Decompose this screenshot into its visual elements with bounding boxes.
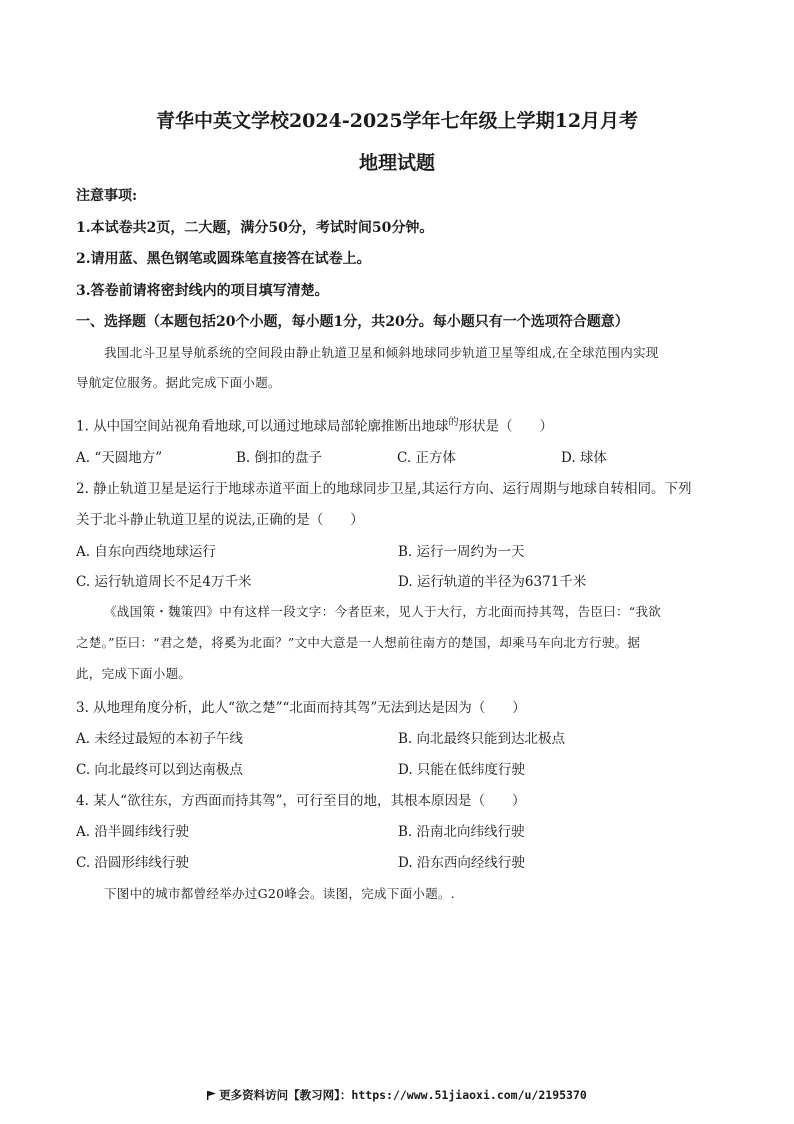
note-item-1: 1.本试卷共2页，二大题，满分50分，考试时间50分钟。 [76,220,434,236]
passage2-line1: 《战国策・魏策四》中有这样一段文字：今者臣来，见人于大行，方北面而持其驾，告臣曰：“我欲 [104,604,662,619]
question-2-line2: 关于北斗静止轨道卫星的说法,正确的是（ ） [76,512,364,528]
section-heading: 一、选择题（本题包括20个小题，每小题1分，共20分。每小题只有一个选项符合题意） [76,314,629,330]
q2-option-d: D. 运行轨道的半径为6371千米 [398,574,587,590]
question-4-stem: 4. 某人“欲往东，方西面而持其驾”，可行至目的地，其根本原因是（ ） [76,793,526,809]
q1-option-d: D. 球体 [561,450,607,466]
notes-heading: 注意事项: [76,188,138,204]
question-1-stem-a: 1. 从中国空间站视角看地球,可以通过地球局部轮廓推断出地球 [76,418,449,435]
q2-option-a: A. 自东向西绕地球运行 [76,544,216,560]
footer-link[interactable] [0,1087,794,1103]
q3-option-c: C. 向北最终可以到达南极点 [76,762,243,778]
footer-text[interactable]: 更多资料访问【教习网】：https://www.51jiaoxi.com/u/2195370 [219,1088,587,1102]
q3-option-a: A. 未经过最短的本初子午线 [76,731,243,747]
flag-pole [207,1091,208,1100]
flag-cloth [209,1091,217,1096]
question-1-stem [76,413,553,435]
question-1-stem-b: 形状是（ ） [458,418,553,435]
passage1-line1: 我国北斗卫星导航系统的空间段由静止轨道卫星和倾斜地球同步轨道卫星等组成,在全球范围内实现 [104,345,659,360]
q3-option-b: B. 向北最终只能到达北极点 [398,731,566,747]
exam-title: 青华中英文学校2024-2025学年七年级上学期12月月考 [155,110,639,132]
q1-option-a: A. “天圆地方” [76,450,163,466]
passage2-line2: 之楚。”臣曰：“君之楚，将奚为北面？”文中大意是一人想前往南方的楚国，却乘马车向北方行驶。据 [76,635,641,650]
passage1-line2: 导航定位服务。据此完成下面小题。 [76,375,281,390]
question-2-line1: 2. 静止轨道卫星是运行于地球赤道平面上的地球同步卫星,其运行方向、运行周期与地球自转相同。下列 [76,481,692,497]
q2-option-b: B. 运行一周约为一天 [398,544,525,560]
passage2-line3: 此，完成下面小题。 [76,666,192,681]
question-1-stem-sup: 的 [448,417,459,428]
note-item-2: 2.请用蓝、黑色钢笔或圆珠笔直接答在试卷上。 [76,251,371,267]
q1-option-b: B. 倒扣的盘子 [236,450,323,466]
q4-option-a: A. 沿半圆纬线行驶 [76,824,189,840]
q4-option-c: C. 沿圆形纬线行驶 [76,855,189,871]
passage3-line1: 下图中的城市都曾经举办过G20峰会。读图，完成下面小题。. [104,886,456,901]
q1-option-c: C. 正方体 [397,450,456,466]
q2-option-c: C. 运行轨道周长不足4万千米 [76,574,252,590]
question-3-stem: 3. 从地理角度分析，此人“欲之楚”“北面而持其驾”无法到达是因为（ ） [76,700,526,716]
note-item-3: 3.答卷前请将密封线内的项目填写清楚。 [76,283,329,299]
q4-option-b: B. 沿南北向纬线行驶 [398,824,525,840]
q4-option-d: D. 沿东西向经线行驶 [398,855,525,871]
exam-subtitle: 地理试题 [358,152,435,174]
q3-option-d: D. 只能在低纬度行驶 [398,762,525,778]
flag-icon [207,1089,216,1098]
